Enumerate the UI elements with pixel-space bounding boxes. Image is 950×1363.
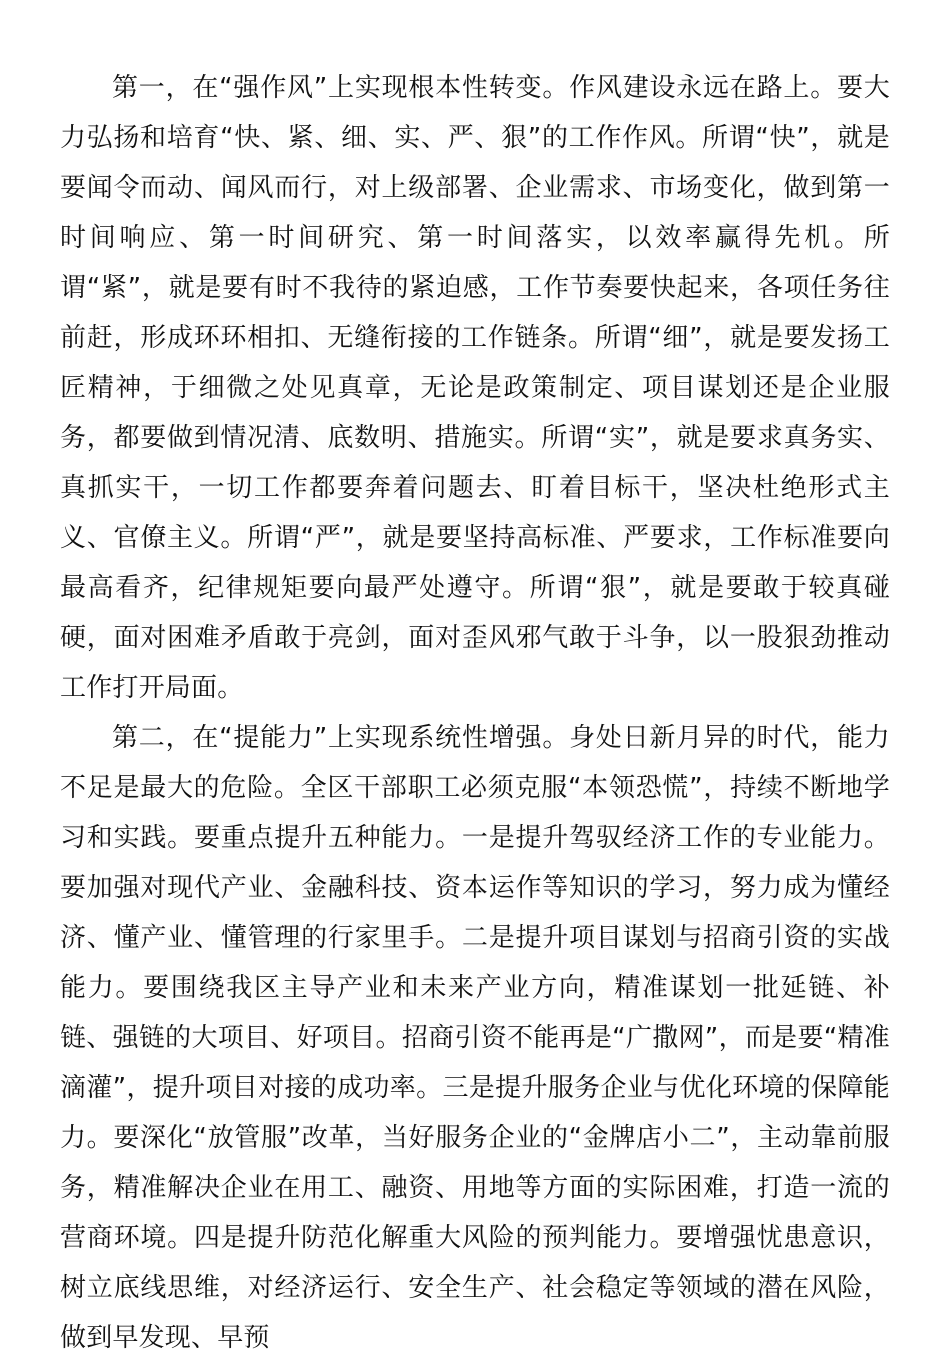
paragraph-improve-ability: 第二，在“提能力”上实现系统性增强。身处日新月异的时代，能力不足是最大的危险。全区干部职工必须克服“本领恐慌”，持续不断地学习和实践。要重点提升五种能力。一是提升驾驭经济工作的专业能力。要加强对现代产业、金融科技、资本运作等知识的学习，努力成为懂经济、懂产业、懂管理的行家里手。二是提升项目谋划与招商引资的实战能力。要围绕我区主导产业和未来产业方向，精准谋划一批延链、补链、强链的大项目、好项目。招商引资不能再是“广撒网”，而是要“精准滴灌”，提升项目对接的成功率。三是提升服务企业与优化环境的保障能力。要深化“放管服”改革，当好服务企业的“金牌店小二”，主动靠前服务，精准解决企业在用工、融资、用地等方面的实际困难，打造一流的营商环境。四是提升防范化解重大风险的预判能力。要增强忧患意识，树立底线思维，对经济运行、安全生产、社会稳定等领域的潜在风险，做到早发现、早预 — [60, 723, 890, 1353]
document-body — [60, 63, 890, 1363]
paragraph-strengthen-work-style: 第一，在“强作风”上实现根本性转变。作风建设永远在路上。要大力弘扬和培育“快、紧、细、实、严、狠”的工作作风。所谓“快”，就是要闻令而动、闻风而行，对上级部署、企业需求、市场变化，做到第一时间响应、第一时间研究、第一时间落实，以效率赢得先机。所谓“紧”，就是要有时不我待的紧迫感，工作节奏要快起来，各项任务往前赶，形成环环相扣、无缝衔接的工作链条。所谓“细”，就是要发扬工匠精神，于细微之处见真章，无论是政策制定、项目谋划还是企业服务，都要做到情况清、底数明、措施实。所谓“实”，就是要求真务实、真抓实干，一切工作都要奔着问题去、盯着目标干，坚决杜绝形式主义、官僚主义。所谓“严”，就是要坚持高标准、严要求，工作标准要向最高看齐，纪律规矩要向最严处遵守。所谓“狠”，就是要敢于较真碰硬，面对困难矛盾敢于亮剑，面对歪风邪气敢于斗争，以一股狠劲推动工作打开局面。 — [60, 73, 890, 703]
